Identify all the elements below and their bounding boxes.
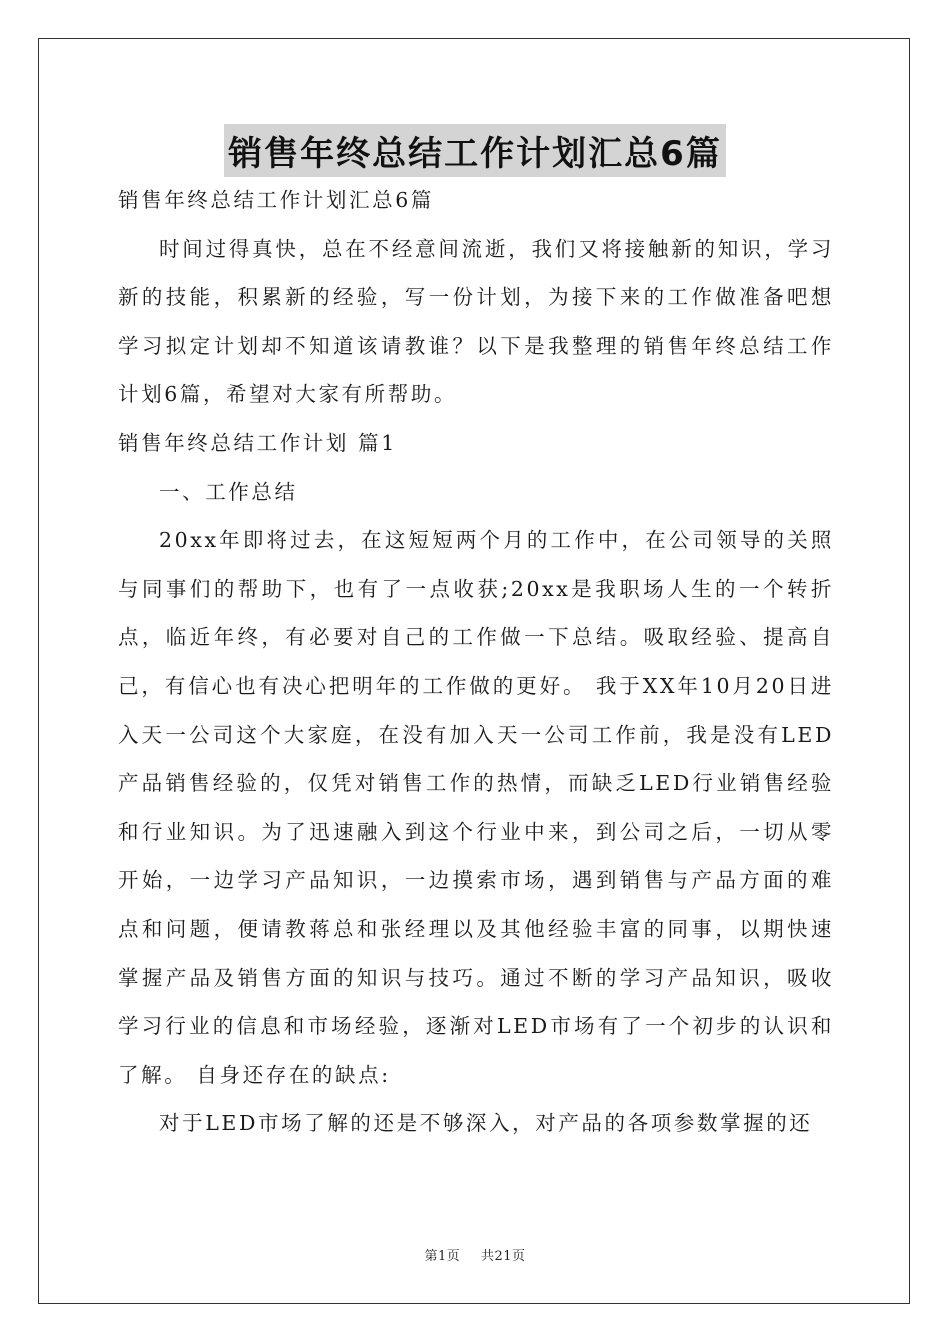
subheading: 一、工作总结 [159,479,298,504]
section-heading: 销售年终总结工作计划 篇1 [118,430,397,455]
page-total: 共21页 [480,1249,526,1264]
document-body [118,176,834,1148]
page-number: 第1页 [424,1249,461,1264]
page-footer [0,1245,950,1264]
intro-paragraph: 时间过得真快，总在不经意间流逝，我们又将接触新的知识，学习新的技能，积累新的经验，写一份计划，为接下来的工作做准备吧想学习拟定计划却不知道该请教谁？以下是我整理的销售年终总结工作计划6篇，希望对大家有所帮助。 [118,236,834,407]
document-title: 销售年终总结工作计划汇总6篇 [224,124,726,177]
document-title-wrapper [0,124,950,177]
body-paragraph: 对于LED市场了解的还是不够深入，对产品的各项参数掌握的还 [159,1111,813,1136]
body-paragraph: 20xx年即将过去，在这短短两个月的工作中，在公司领导的关照与同事们的帮助下，也有了一点收获;20xx是我职场人生的一个转折点，临近年终，有必要对自己的工作做一下总结。吸取经验、提高自己，有信心也有决心把明年的工作做的更好。 我于XX年10月20日进入天一公司这个大家庭，在没有加入天一公司工作前，我是没有LED产品销售经验的，仅凭对销售工作的热情，而缺乏LED行业销售经验和行业知识。为了迅速融入到这个行业中来，到公司之后，一切从零开始，一边学习产品知识，一边摸索市场，遇到销售与产品方面的难点和问题，便请教蒋总和张经理以及其他经验丰富的同事，以期快速掌握产品及销售方面的知识与技巧。通过不断的学习产品知识，吸收学习行业的信息和市场经验，逐渐对LED市场有了一个初步的认识和了解。 自身还存在的缺点: [118,528,834,1087]
document-subtitle: 销售年终总结工作计划汇总6篇 [118,188,434,212]
